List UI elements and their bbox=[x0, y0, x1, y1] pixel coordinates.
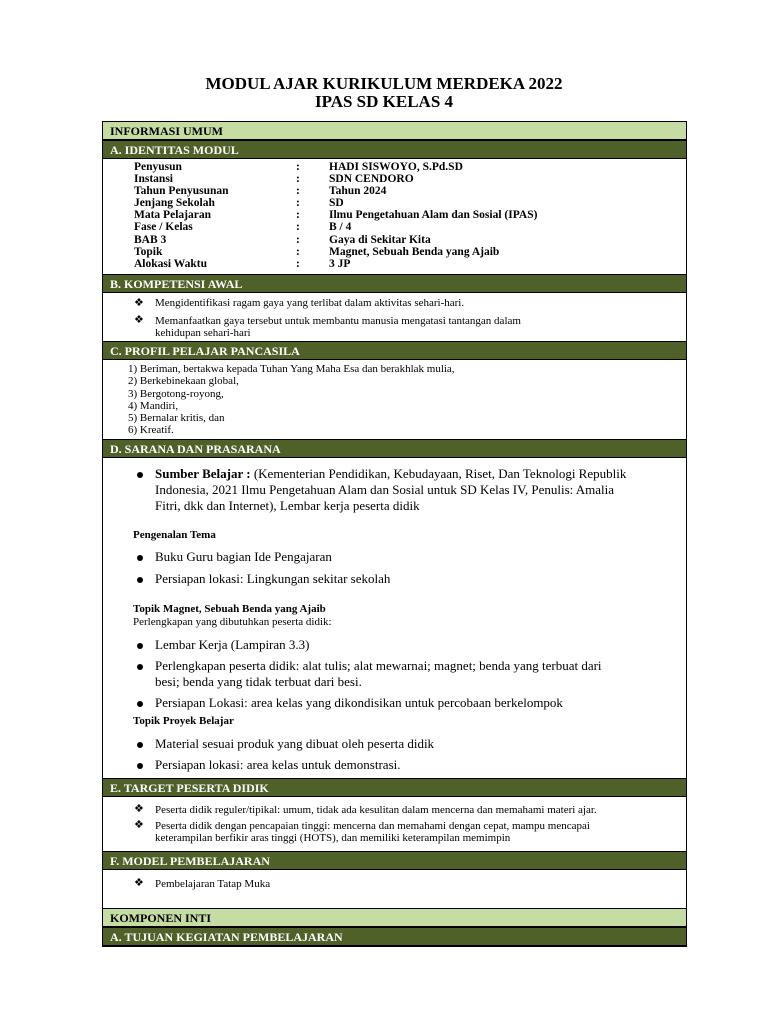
section-identitas-modul: A. IDENTITAS MODUL bbox=[102, 140, 687, 159]
list-item: 1) Beriman, bertakwa kepada Tuhan Yang Maha Esa dan berakhlak mulia, bbox=[128, 363, 455, 375]
bullet-icon: ❖ bbox=[134, 297, 144, 309]
subheading-topik-magnet: Topik Magnet, Sebuah Benda yang Ajaib bbox=[133, 603, 326, 615]
list-item: keterampilan berfikir aras tinggi (HOTS), dan memiliki keterampilan memimpin bbox=[155, 832, 511, 844]
bullet-dot-icon bbox=[137, 763, 143, 769]
list-item: Buku Guru bagian Ide Pengajaran bbox=[155, 549, 332, 564]
list-item: Memanfaatkan gaya tersebut untuk membantu manusia mengatasi tantangan dalam bbox=[155, 315, 521, 327]
subheading-topik-proyek: Topik Proyek Belajar bbox=[133, 715, 234, 727]
list-item: Mengidentifikasi ragam gaya yang terlibat dalam aktivitas sehari-hari. bbox=[155, 297, 465, 309]
section-kompetensi-awal: B. KOMPETENSI AWAL bbox=[102, 274, 687, 293]
section-sarana-prasarana: D. SARANA DAN PRASARANA bbox=[102, 439, 687, 458]
doc-subtitle: IPAS SD KELAS 4 bbox=[314, 92, 454, 111]
list-item: kehidupan sehari-hari bbox=[155, 327, 251, 339]
section-profil-pancasila: C. PROFIL PELAJAR PANCASILA bbox=[102, 341, 687, 360]
section-target-peserta-didik: E. TARGET PESERTA DIDIK bbox=[102, 778, 687, 797]
list-item: Fitri, dkk dan Internet), Lembar kerja peserta didik bbox=[155, 498, 420, 513]
list-item: 4) Mandiri, bbox=[128, 400, 179, 412]
list-item: Persiapan lokasi: Lingkungan sekitar sekolah bbox=[155, 571, 391, 586]
list-item: Peserta didik dengan pencapaian tinggi: mencerna dan memahami dengan cepat, mampu mencapai bbox=[155, 820, 590, 832]
section-tujuan-kegiatan: A. TUJUAN KEGIATAN PEMBELAJARAN bbox=[102, 927, 687, 946]
list-item: Peserta didik reguler/tipikal: umum, tidak ada kesulitan dalam mencerna dan memahami materi ajar. bbox=[155, 804, 597, 816]
topik-subtitle: Perlengkapan yang dibutuhkan peserta didik: bbox=[133, 616, 332, 628]
section-model-pembelajaran: F. MODEL PEMBELAJARAN bbox=[102, 851, 687, 870]
list-item: 6) Kreatif. bbox=[128, 424, 174, 436]
bullet-dot-icon bbox=[137, 472, 143, 478]
bullet-dot-icon bbox=[137, 664, 143, 670]
bullet-icon: ❖ bbox=[134, 819, 144, 831]
list-item: 5) Bernalar kritis, dan bbox=[128, 412, 225, 424]
bullet-dot-icon bbox=[137, 577, 143, 583]
section-komponen-inti: KOMPONEN INTI bbox=[102, 908, 687, 927]
list-item: Indonesia, 2021 Ilmu Pengetahuan Alam dan Sosial untuk SD Kelas IV, Penulis: Amalia bbox=[155, 482, 615, 497]
list-item: Material sesuai produk yang dibuat oleh peserta didik bbox=[155, 736, 435, 751]
bullet-icon: ❖ bbox=[134, 314, 144, 326]
list-item: Pembelajaran Tatap Muka bbox=[155, 878, 271, 890]
list-item: Persiapan lokasi: area kelas untuk demonstrasi. bbox=[155, 757, 401, 772]
bullet-dot-icon bbox=[137, 701, 143, 707]
list-item: besi; benda yang tidak terbuat dari besi. bbox=[155, 674, 362, 689]
bullet-dot-icon bbox=[137, 555, 143, 561]
bullet-icon: ❖ bbox=[134, 803, 144, 815]
bullet-dot-icon bbox=[137, 643, 143, 649]
list-item: Lembar Kerja (Lampiran 3.3) bbox=[155, 637, 310, 652]
list-item: 3) Bergotong-royong, bbox=[128, 388, 224, 400]
list-item: Perlengkapan peserta didik: alat tulis; alat mewarnai; magnet; benda yang terbuat dari bbox=[155, 658, 602, 673]
bullet-dot-icon bbox=[137, 742, 143, 748]
bullet-icon: ❖ bbox=[134, 877, 144, 889]
subheading-pengenalan-tema: Pengenalan Tema bbox=[133, 529, 216, 541]
list-item: 2) Berkebinekaan global, bbox=[128, 375, 239, 387]
sumber-belajar: Sumber Belajar : (Kementerian Pendidikan, Kebudayaan, Riset, Dan Teknologi Republik bbox=[155, 466, 627, 481]
doc-title: MODUL AJAR KURIKULUM MERDEKA 2022 bbox=[205, 74, 563, 93]
section-informasi-umum: INFORMASI UMUM bbox=[102, 121, 687, 140]
list-item: Persiapan Lokasi: area kelas yang dikondisikan untuk percobaan berkelompok bbox=[155, 695, 563, 710]
